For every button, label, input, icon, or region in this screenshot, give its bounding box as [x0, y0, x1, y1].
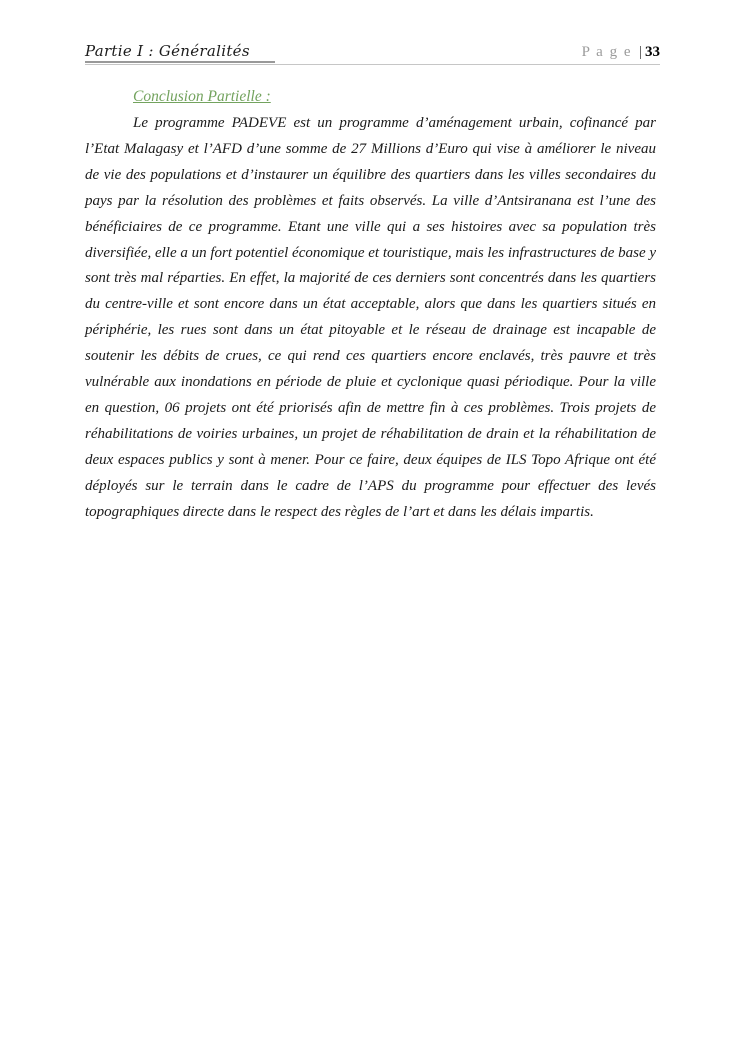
section-heading-conclusion-partielle: Conclusion Partielle :: [133, 88, 271, 105]
page-header: [85, 42, 660, 61]
header-section-title: Partie I : Généralités: [85, 42, 250, 60]
header-page-indicator: [582, 44, 660, 61]
header-rule: [85, 64, 660, 65]
page-separator: |: [638, 44, 642, 60]
header-rule-dark-segment: [85, 61, 275, 63]
page-number: 33: [645, 44, 660, 60]
page-word-label: P a g e: [581, 44, 632, 60]
body-paragraph: Le programme PADEVE est un programme d’aménagement urbain, cofinancé par l’Etat Malagasy et l’AFD d’une somme de 27 Millions d’Euro qui vise à améliorer le niveau de vie des populations et d’instaurer un équilibre des quartiers dans les villes secondaires du pays par la résolution des problèmes et faits observés. La ville d’Antsiranana est l’une des bénéficiaires de ce programme. Etant une ville qui a ses histoires avec sa population très diversifiée, elle a un fort potentiel économique et touristique, mais les infrastructures de base y sont très mal réparties. En effet, la majorité de ces derniers sont concentrés dans les quartiers du centre-ville et sont encore dans un état acceptable, alors que dans les quartiers situés en périphérie, les rues sont dans un état pitoyable et le réseau de drainage est incapable de soutenir les débits de crues, ce qui rend ces quartiers encore enclavés, très pauvre et très vulnérable aux inondations en période de pluie et cyclonique quasi périodique. Pour la ville en question, 06 projets ont été priorisés afin de mettre fin à ces problèmes. Trois projets de réhabilitations de voiries urbaines, un projet de réhabilitation de drain et la réhabilitation de deux espaces publics y sont à mener. Pour ce faire, deux équipes de ILS Topo Afrique ont été déployés sur le terrain dans le cadre de l’APS du programme pour effectuer des levés topographiques directe dans le respect des règles de l’art et dans les délais impartis.: [85, 115, 657, 520]
